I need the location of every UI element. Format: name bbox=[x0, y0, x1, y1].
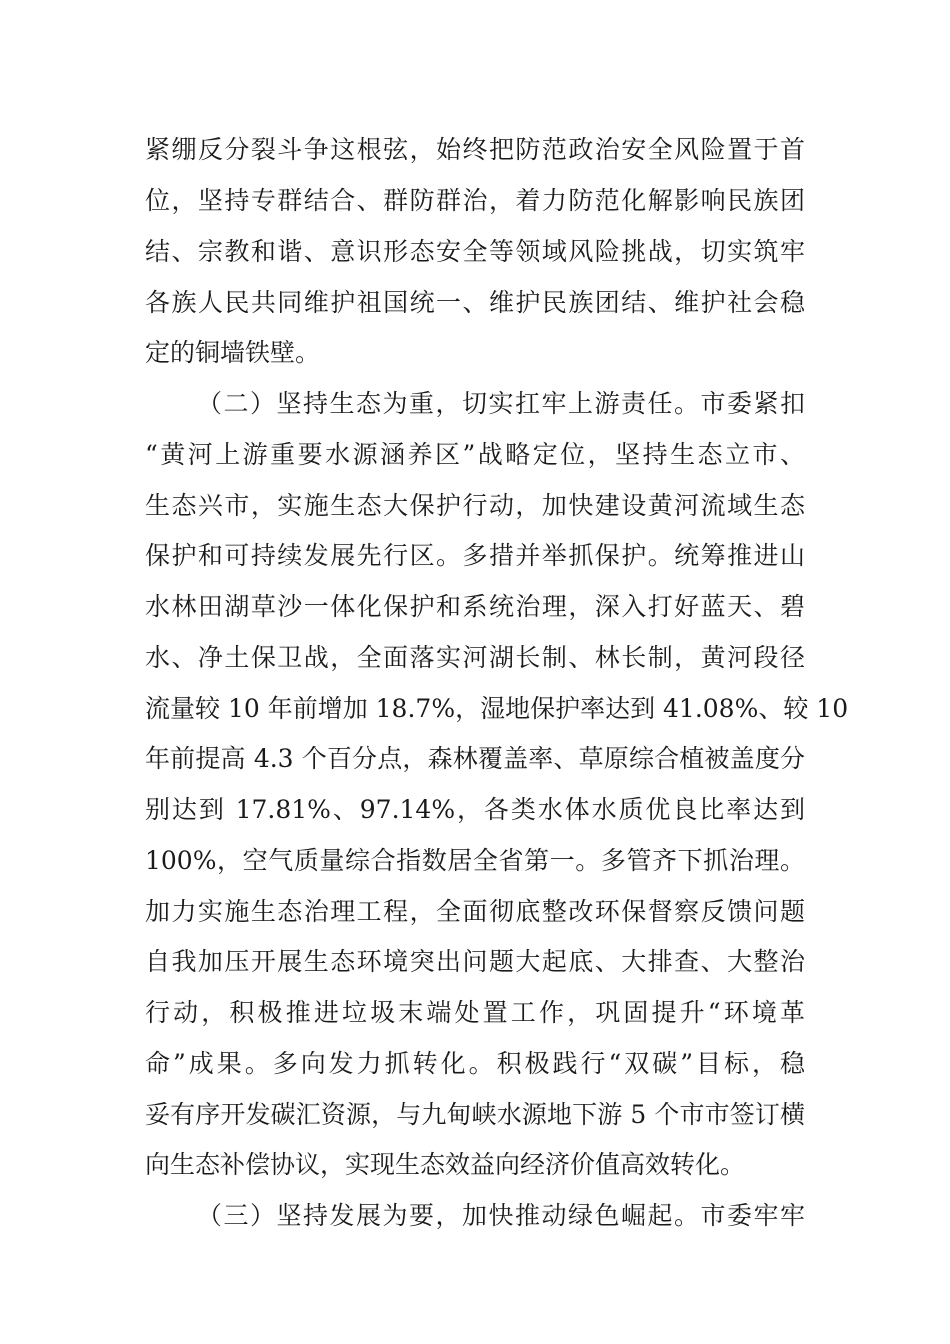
text-line-20: 妥有序开发碳汇资源，与九甸峡水源地下游 5 个市市签订横 bbox=[145, 1100, 805, 1129]
text-line-4: 各族人民共同维护祖国统一、维护民族团结、维护社会稳 bbox=[145, 288, 805, 317]
text-line-3: 结、宗教和谐、意识形态安全等领域风险挑战，切实筑牢 bbox=[145, 237, 805, 266]
text-line-19: 命”成果。多向发力抓转化。积极践行“双碳”目标，稳 bbox=[145, 1049, 805, 1078]
section-heading-2: （二）坚持生态为重，切实扛牢上游责任。市委紧扣 bbox=[197, 389, 805, 418]
text-line-9: 保护和可持续发展先行区。多措并举抓保护。统筹推进山 bbox=[145, 541, 805, 570]
text-line-12: 流量较 10 年前增加 18.7%，湿地保护率达到 41.08%、较 10 bbox=[145, 694, 849, 723]
text-line-14: 别达到 17.81%、97.14%，各类水体水质优良比率达到 bbox=[145, 795, 805, 824]
text-line-21: 向生态补偿协议，实现生态效益向经济价值高效转化。 bbox=[145, 1150, 746, 1179]
text-line-17: 自我加压开展生态环境突出问题大起底、大排查、大整治 bbox=[145, 947, 805, 976]
text-line-15: 100%，空气质量综合指数居全省第一。多管齐下抓治理。 bbox=[145, 846, 805, 875]
text-line-1: 紧绷反分裂斗争这根弦，始终把防范政治安全风险置于首 bbox=[145, 135, 805, 164]
text-line-2: 位，坚持专群结合、群防群治，着力防范化解影响民族团 bbox=[145, 186, 805, 215]
text-line-8: 生态兴市，实施生态大保护行动，加快建设黄河流域生态 bbox=[145, 491, 805, 520]
text-line-13: 年前提高 4.3 个百分点，森林覆盖率、草原综合植被盖度分 bbox=[145, 744, 805, 773]
text-line-5: 定的铜墙铁壁。 bbox=[145, 338, 321, 367]
text-line-18: 行动，积极推进垃圾末端处置工作，巩固提升“环境革 bbox=[145, 998, 805, 1027]
text-line-16: 加力实施生态治理工程，全面彻底整改环保督察反馈问题 bbox=[145, 897, 805, 926]
text-line-10: 水林田湖草沙一体化保护和系统治理，深入打好蓝天、碧 bbox=[145, 592, 805, 621]
section-heading-3: （三）坚持发展为要，加快推动绿色崛起。市委牢牢 bbox=[197, 1201, 805, 1230]
text-line-11: 水、净土保卫战，全面落实河湖长制、林长制，黄河段径 bbox=[145, 643, 805, 672]
text-line-7: “黄河上游重要水源涵养区”战略定位，坚持生态立市、 bbox=[145, 440, 805, 469]
